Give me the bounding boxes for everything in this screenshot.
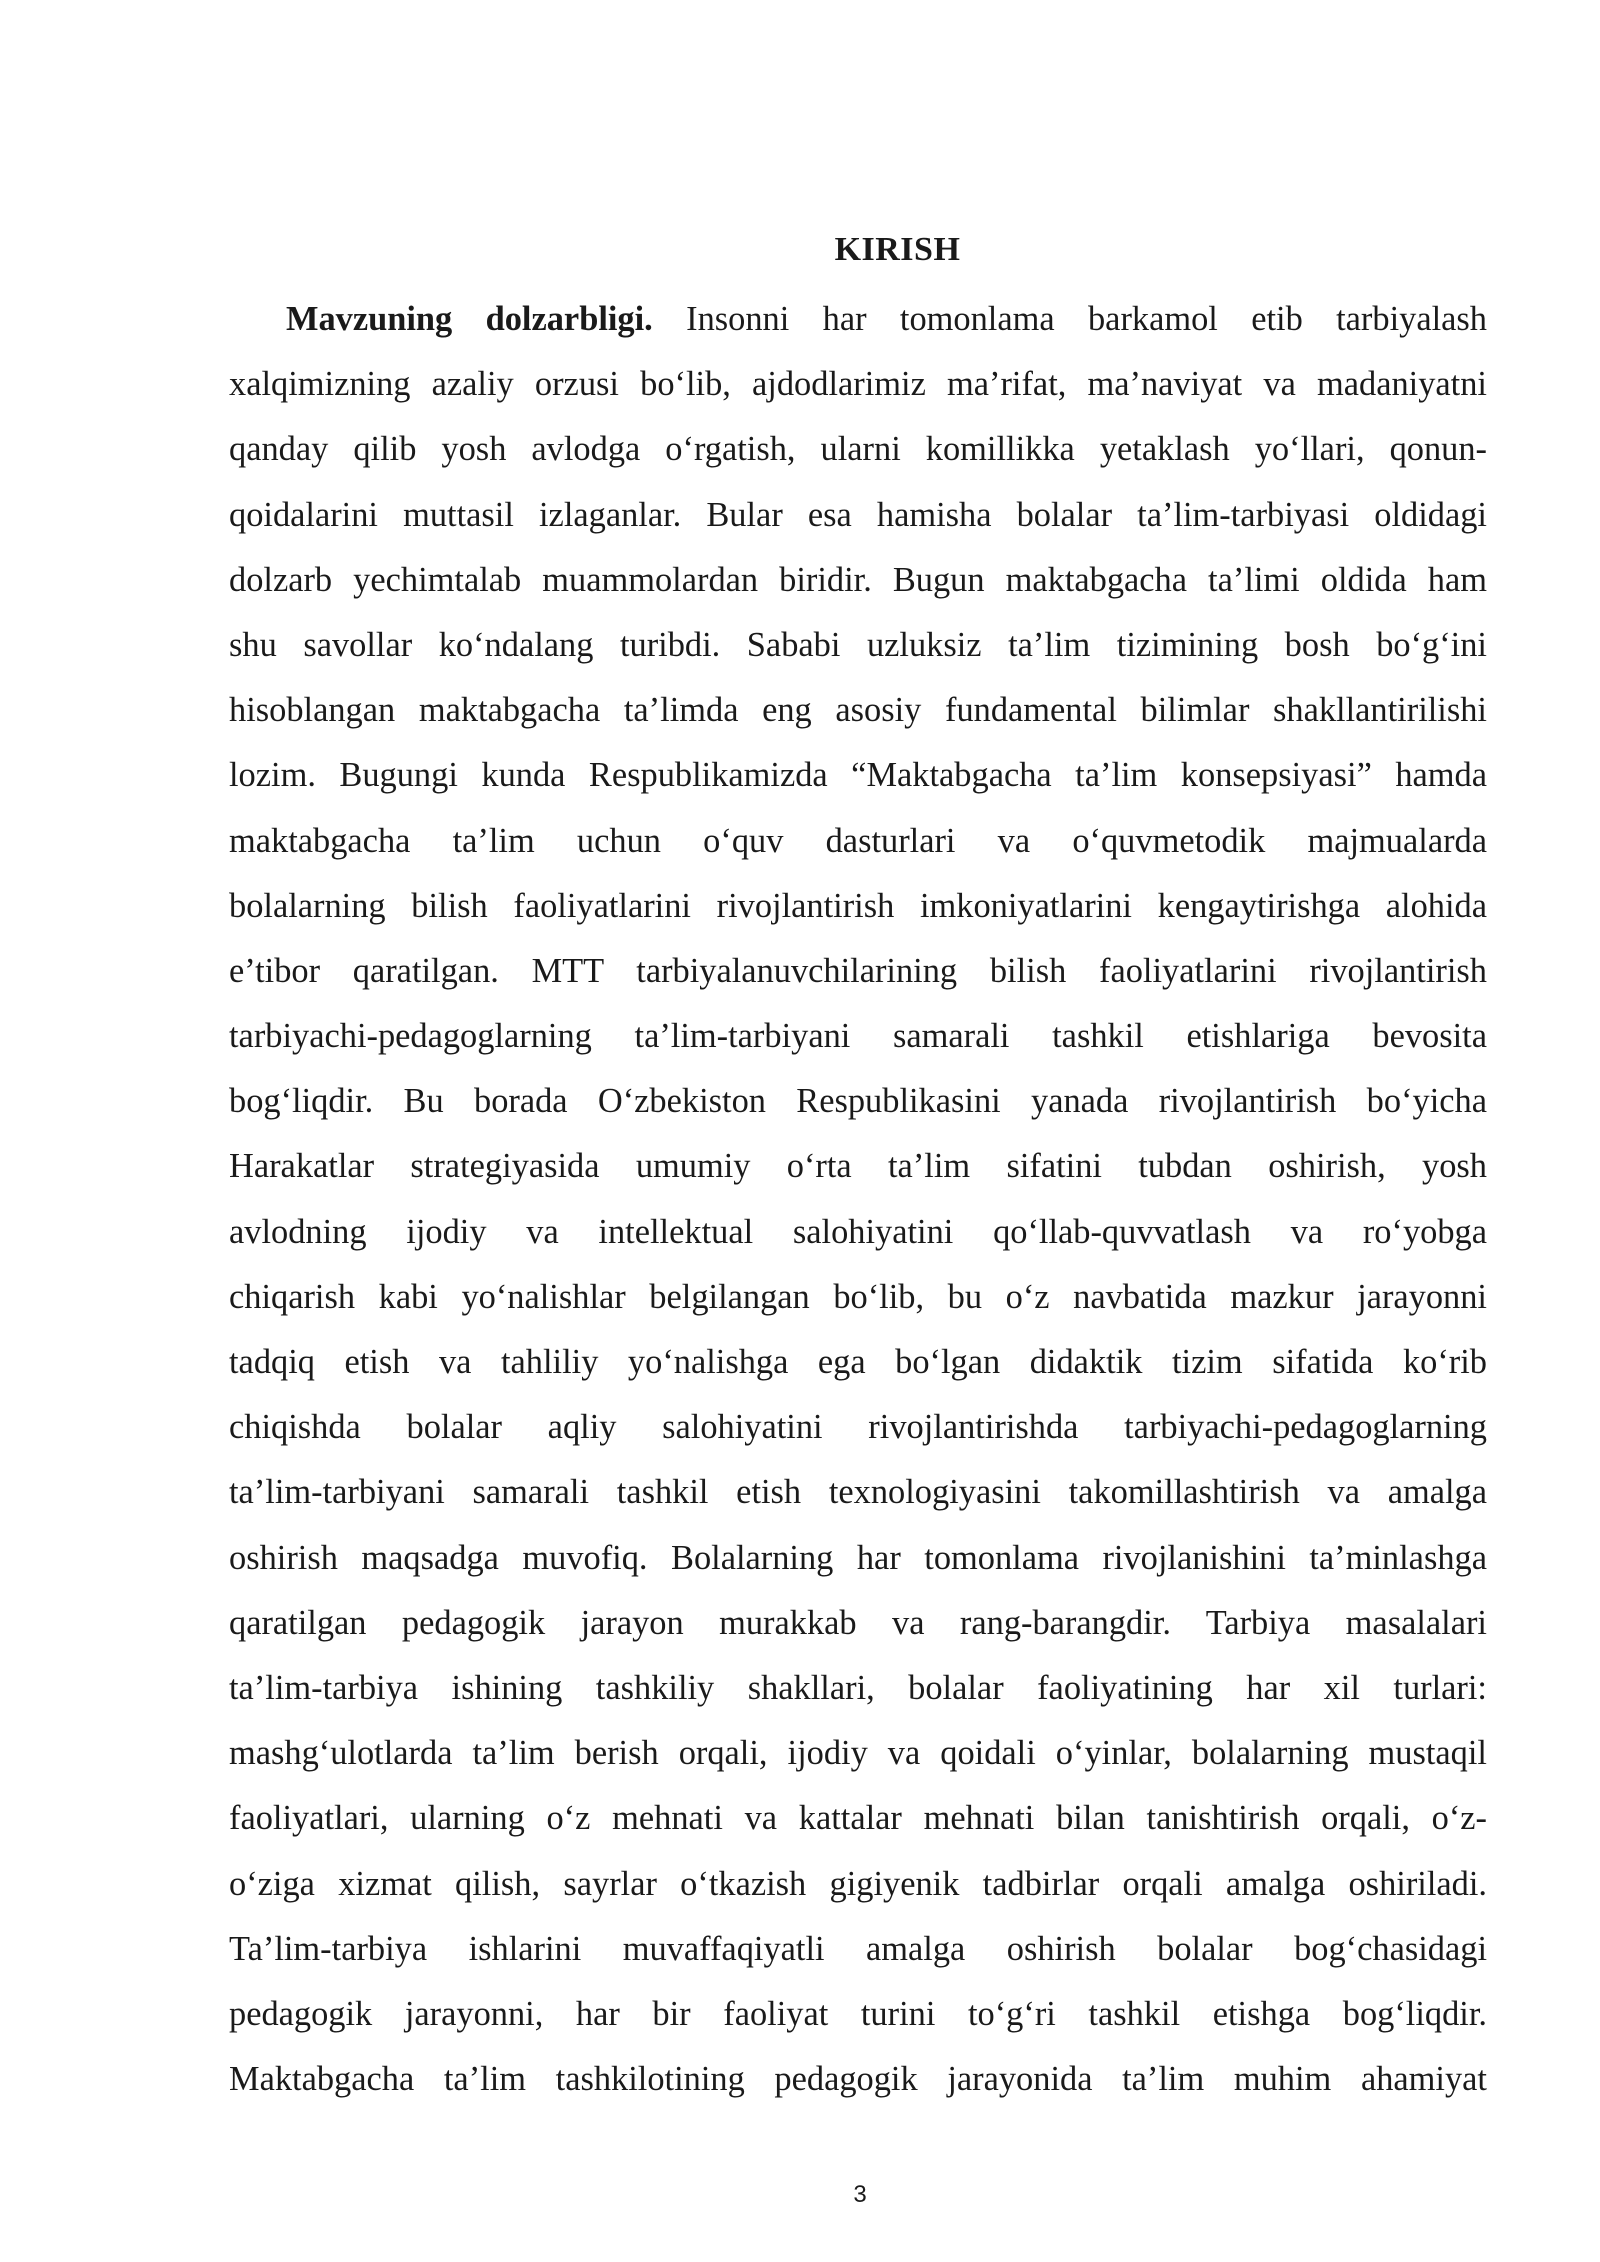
paragraph-line: o‘ziga xizmat qilish, sayrlar o‘tkazish gigiyenik tadbirlar orqali amalga oshiriladi. — [229, 1864, 1487, 1903]
paragraph-line: shu savollar ko‘ndalang turibdi. Sababi uzluksiz ta’lim tizimining bosh bo‘g‘ini — [229, 625, 1487, 664]
paragraph-line: chiqishda bolalar aqliy salohiyatini rivojlantirishda tarbiyachi-pedagoglarning — [229, 1408, 1487, 1447]
paragraph-line: maktabgacha ta’lim uchun o‘quv dasturlari va o‘quvmetodik majmualarda — [229, 821, 1487, 860]
paragraph-line: ta’lim-tarbiya ishining tashkiliy shakllari, bolalar faoliyatining har xil turlari: — [229, 1668, 1487, 1707]
section-heading: KIRISH — [834, 231, 961, 268]
paragraph-lead: Mavzuning dolzarbligi. — [286, 300, 653, 338]
paragraph-line: avlodning ijodiy va intellektual salohiyatini qo‘llab-quvvatlash va ro‘yobga — [229, 1212, 1487, 1251]
paragraph-line: oshirish maqsadga muvofiq. Bolalarning har tomonlama rivojlanishini ta’minlashga — [229, 1538, 1487, 1577]
paragraph-first-line — [229, 287, 1487, 352]
paragraph-line: qanday qilib yosh avlodga o‘rgatish, ularni komillikka yetaklash yo‘llari, qonun- — [229, 430, 1487, 469]
paragraph-line: tadqiq etish va tahliliy yo‘nalishga ega bo‘lgan didaktik tizim sifatida ko‘rib — [229, 1343, 1487, 1381]
first-line-text: Insonni har tomonlama barkamol etib tarbiyalash — [652, 300, 1487, 338]
paragraph-line: pedagogik jarayonni, har bir faoliyat turini to‘g‘ri tashkil etishga bog‘liqdir. — [229, 1994, 1487, 2033]
paragraph-line: Harakatlar strategiyasida umumiy o‘rta ta’lim sifatini tubdan oshirish, yosh — [229, 1147, 1487, 1186]
paragraph-line: Ta’lim-tarbiya ishlarini muvaffaqiyatli amalga oshirish bolalar bog‘chasidagi — [229, 1929, 1487, 1968]
paragraph-line: bog‘liqdir. Bu borada O‘zbekiston Respublikasini yanada rivojlantirish bo‘yicha — [229, 1082, 1487, 1121]
page-number: 3 — [853, 2181, 867, 2208]
paragraph-line: tarbiyachi-pedagoglarning ta’lim-tarbiyani samarali tashkil etishlariga bevosita — [229, 1017, 1487, 1056]
paragraph-line: Maktabgacha ta’lim tashkilotining pedagogik jarayonida ta’lim muhim ahamiyat — [229, 2060, 1487, 2099]
paragraph-line: qoidalarini muttasil izlaganlar. Bular esa hamisha bolalar ta’lim-tarbiyasi oldidagi — [229, 495, 1487, 534]
paragraph-line: hisoblangan maktabgacha ta’limda eng asosiy fundamental bilimlar shakllantirilishi — [229, 691, 1487, 730]
paragraph-line: lozim. Bugungi kunda Respublikamizda “Maktabgacha ta’lim konsepsiyasi” hamda — [229, 756, 1487, 795]
paragraph-line: e’tibor qaratilgan. MTT tarbiyalanuvchilarining bilish faoliyatlarini rivojlantirish — [229, 951, 1487, 990]
paragraph-line: mashg‘ulotlarda ta’lim berish orqali, ijodiy va qoidali o‘yinlar, bolalarning mustaqil — [229, 1734, 1487, 1773]
paragraph-line: dolzarb yechimtalab muammolardan biridir. Bugun maktabgacha ta’limi oldida ham — [229, 560, 1487, 599]
paragraph-line: bolalarning bilish faoliyatlarini rivojlantirish imkoniyatlarini kengaytirishga alohida — [229, 886, 1487, 925]
paragraph-line: chiqarish kabi yo‘nalishlar belgilangan bo‘lib, bu o‘z navbatida mazkur jarayonni — [229, 1277, 1487, 1316]
paragraph-line: qaratilgan pedagogik jarayon murakkab va rang-barangdir. Tarbiya masalalari — [229, 1603, 1487, 1642]
paragraph-line: xalqimizning azaliy orzusi bo‘lib, ajdodlarimiz ma’rifat, ma’naviyat va madaniyatni — [229, 365, 1487, 404]
paragraph-line: faoliyatlari, ularning o‘z mehnati va kattalar mehnati bilan tanishtirish orqali, o‘z- — [229, 1799, 1487, 1838]
paragraph-line: ta’lim-tarbiyani samarali tashkil etish texnologiyasini takomillashtirish va amalga — [229, 1473, 1487, 1512]
body-paragraph — [229, 287, 1487, 2112]
